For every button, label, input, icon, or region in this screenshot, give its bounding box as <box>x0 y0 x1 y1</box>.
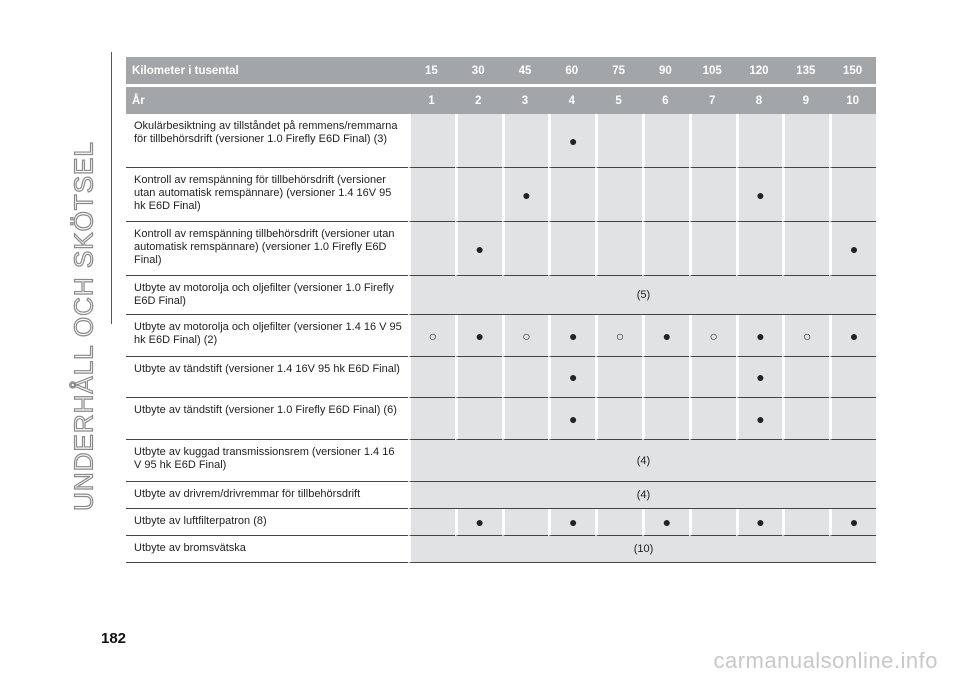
table-row <box>126 398 876 440</box>
year-header-cell: 8 <box>736 87 783 114</box>
row-note: (10) <box>408 536 876 563</box>
hollow-dot-icon: ○ <box>782 315 829 357</box>
hollow-dot-icon: ○ <box>689 315 736 357</box>
table-row <box>126 357 876 398</box>
header-row-year <box>126 87 876 114</box>
filled-dot-icon: ● <box>642 315 689 357</box>
table-row <box>126 482 876 509</box>
schedule-cell <box>502 398 549 440</box>
row-description: Utbyte av motorolja och oljefilter (versioner 1.0 Firefly E6D Final) <box>126 276 408 315</box>
schedule-cell <box>782 509 829 536</box>
table-row <box>126 222 876 276</box>
km-header-cell: 105 <box>689 57 736 87</box>
row-note: (5) <box>408 276 876 315</box>
schedule-cell <box>689 509 736 536</box>
schedule-cell <box>548 168 595 222</box>
schedule-cell <box>502 114 549 168</box>
km-header-cell: 75 <box>595 57 642 87</box>
row-description: Utbyte av luftfilterpatron (8) <box>126 509 408 536</box>
filled-dot-icon: ● <box>548 315 595 357</box>
km-header-cell: 90 <box>642 57 689 87</box>
km-header-cell: 15 <box>408 57 455 87</box>
schedule-cell <box>689 168 736 222</box>
hollow-dot-icon: ○ <box>502 315 549 357</box>
filled-dot-icon: ● <box>455 509 502 536</box>
schedule-cell <box>595 222 642 276</box>
schedule-cell <box>829 398 876 440</box>
schedule-cell <box>689 357 736 398</box>
schedule-cell <box>829 114 876 168</box>
row-note: (4) <box>408 440 876 482</box>
table-row <box>126 315 876 357</box>
schedule-cell <box>455 357 502 398</box>
row-description: Kontroll av remspänning tillbehörsdrift (versioner utan automatisk remspännare) (versioner 1.0 Firefly E6D Final) <box>126 222 408 276</box>
filled-dot-icon: ● <box>829 315 876 357</box>
schedule-cell <box>642 357 689 398</box>
filled-dot-icon: ● <box>736 509 783 536</box>
year-header-label: År <box>126 87 408 114</box>
schedule-cell <box>782 168 829 222</box>
row-description: Utbyte av bromsvätska <box>126 536 408 563</box>
year-header-cell: 3 <box>502 87 549 114</box>
hollow-dot-icon: ○ <box>595 315 642 357</box>
schedule-cell <box>455 168 502 222</box>
schedule-cell <box>736 222 783 276</box>
schedule-cell <box>642 398 689 440</box>
header-row-km <box>126 57 876 87</box>
row-description: Kontroll av remspänning för tillbehörsdrift (versioner utan automatisk remspännare) (versioner 1.4 16V 95 hk E6D Final) <box>126 168 408 222</box>
km-header-cell: 135 <box>782 57 829 87</box>
schedule-cell <box>408 357 455 398</box>
filled-dot-icon: ● <box>736 357 783 398</box>
year-header-cell: 6 <box>642 87 689 114</box>
filled-dot-icon: ● <box>642 509 689 536</box>
schedule-cell <box>408 222 455 276</box>
schedule-cell <box>502 509 549 536</box>
schedule-cell <box>689 398 736 440</box>
filled-dot-icon: ● <box>736 315 783 357</box>
year-header-cell: 5 <box>595 87 642 114</box>
table-row <box>126 276 876 315</box>
schedule-cell <box>782 222 829 276</box>
schedule-cell <box>502 357 549 398</box>
row-description: Utbyte av motorolja och oljefilter (versioner 1.4 16 V 95 hk E6D Final) (2) <box>126 315 408 357</box>
filled-dot-icon: ● <box>455 315 502 357</box>
schedule-cell <box>502 222 549 276</box>
km-header-cell: 30 <box>455 57 502 87</box>
schedule-cell <box>642 222 689 276</box>
table-body <box>126 114 876 563</box>
filled-dot-icon: ● <box>736 398 783 440</box>
filled-dot-icon: ● <box>736 168 783 222</box>
row-description: Utbyte av kuggad transmissionsrem (versioner 1.4 16 V 95 hk E6D Final) <box>126 440 408 482</box>
table-row <box>126 509 876 536</box>
km-header-cell: 120 <box>736 57 783 87</box>
table-row <box>126 440 876 482</box>
schedule-cell <box>782 398 829 440</box>
year-header-cell: 9 <box>782 87 829 114</box>
table-row <box>126 168 876 222</box>
km-header-cell: 45 <box>502 57 549 87</box>
schedule-cell <box>782 357 829 398</box>
schedule-cell <box>829 357 876 398</box>
filled-dot-icon: ● <box>548 357 595 398</box>
filled-dot-icon: ● <box>502 168 549 222</box>
schedule-cell <box>595 357 642 398</box>
year-header-cell: 1 <box>408 87 455 114</box>
watermark: carmanualsonline.info <box>713 648 938 673</box>
schedule-cell <box>642 114 689 168</box>
filled-dot-icon: ● <box>548 114 595 168</box>
row-description: Utbyte av tändstift (versioner 1.0 Firefly E6D Final) (6) <box>126 398 408 440</box>
schedule-cell <box>736 114 783 168</box>
year-header-cell: 10 <box>829 87 876 114</box>
schedule-cell <box>408 168 455 222</box>
schedule-cell <box>408 114 455 168</box>
filled-dot-icon: ● <box>829 509 876 536</box>
schedule-cell <box>595 509 642 536</box>
schedule-cell <box>595 168 642 222</box>
page-number: 182 <box>101 630 127 647</box>
schedule-cell <box>595 398 642 440</box>
year-header-cell: 2 <box>455 87 502 114</box>
km-header-cell: 150 <box>829 57 876 87</box>
schedule-cell <box>408 398 455 440</box>
filled-dot-icon: ● <box>548 398 595 440</box>
filled-dot-icon: ● <box>455 222 502 276</box>
schedule-cell <box>829 168 876 222</box>
table-row <box>126 114 876 168</box>
schedule-cell <box>689 114 736 168</box>
year-header-cell: 7 <box>689 87 736 114</box>
schedule-cell <box>689 222 736 276</box>
schedule-cell <box>548 222 595 276</box>
schedule-cell <box>455 114 502 168</box>
filled-dot-icon: ● <box>548 509 595 536</box>
section-title-vertical: UNDERHÅLL OCH SKÖTSEL <box>68 141 99 511</box>
row-description: Utbyte av drivrem/drivremmar för tillbehörsdrift <box>126 482 408 509</box>
row-description: Utbyte av tändstift (versioner 1.4 16V 95 hk E6D Final) <box>126 357 408 398</box>
row-note: (4) <box>408 482 876 509</box>
hollow-dot-icon: ○ <box>408 315 455 357</box>
filled-dot-icon: ● <box>829 222 876 276</box>
section-divider <box>111 52 112 324</box>
row-description: Okulärbesiktning av tillståndet på remmens/remmarna för tillbehörsdrift (versioner 1.0 Firefly E6D Final) (3) <box>126 114 408 168</box>
schedule-cell <box>642 168 689 222</box>
km-header-cell: 60 <box>548 57 595 87</box>
maintenance-schedule-table <box>126 57 876 563</box>
schedule-cell <box>595 114 642 168</box>
year-header-cell: 4 <box>548 87 595 114</box>
schedule-cell <box>408 509 455 536</box>
table-row <box>126 536 876 563</box>
schedule-cell <box>782 114 829 168</box>
schedule-cell <box>455 398 502 440</box>
km-header-label: Kilometer i tusental <box>126 57 408 87</box>
